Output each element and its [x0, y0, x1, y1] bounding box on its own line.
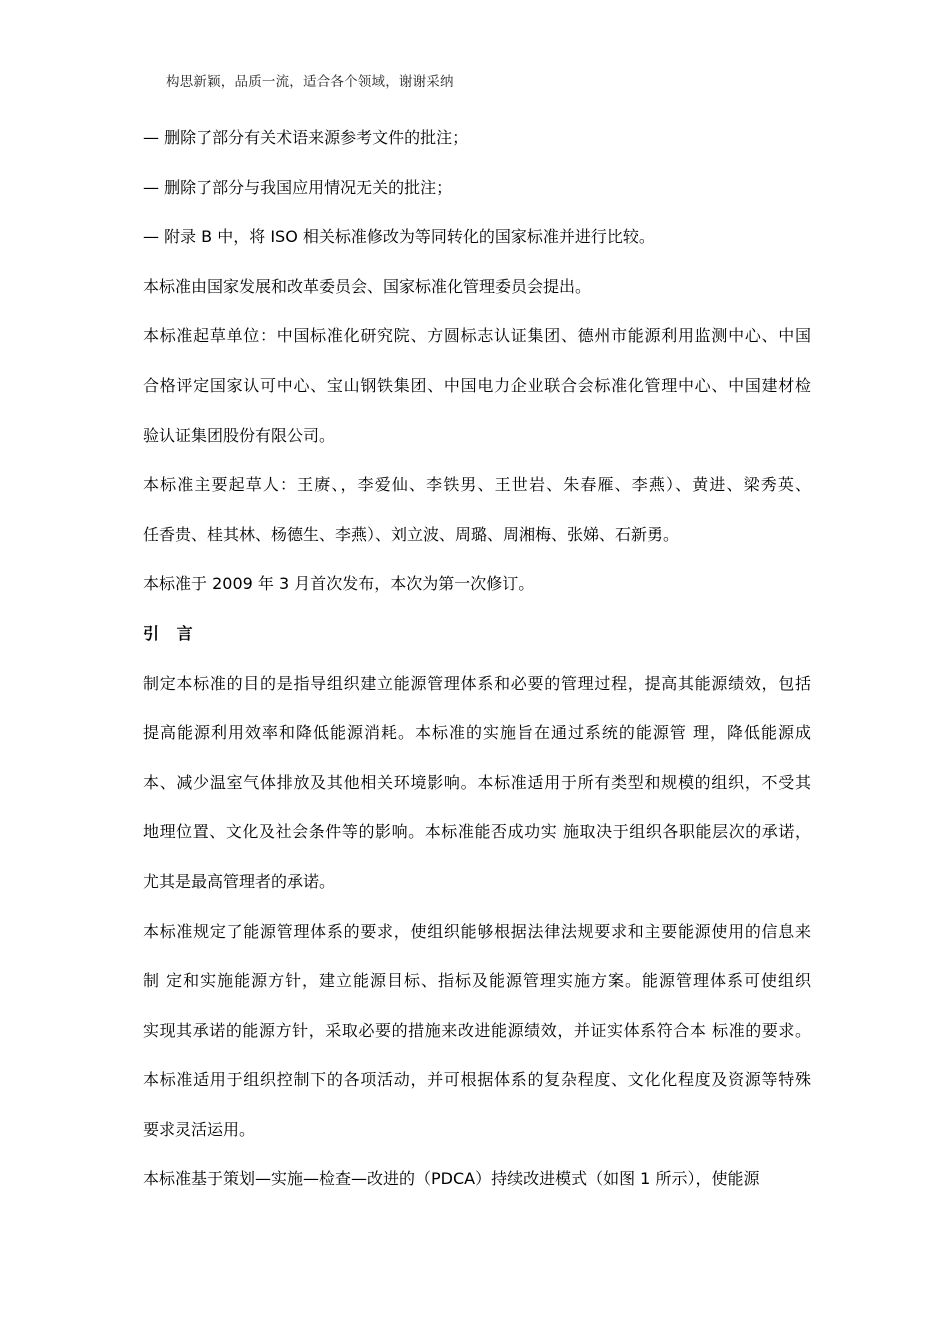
text-line: 合格评定国家认可中心、宝山钢铁集团、中国电力企业联合会标准化管理中心、中国建材检	[143, 375, 811, 395]
section-heading: 引 言	[143, 623, 199, 643]
text-line: 本、减少温室气体排放及其他相关环境影响。本标准适用于所有类型和规模的组织，不受其	[143, 772, 811, 792]
text-line: 本标准适用于组织控制下的各项活动，并可根据体系的复杂程度、文化化程度及资源等特殊	[143, 1070, 811, 1090]
document-body	[143, 122, 811, 1213]
text-line: 提高能源利用效率和降低能源消耗。本标准的实施旨在通过系统的能源管 理，降低能源成	[143, 723, 811, 743]
text-line: 本标准于 2009 年 3 月首次发布，本次为第一次修订。	[143, 574, 535, 594]
text-line: 本标准起草单位：中国标准化研究院、方圆标志认证集团、德州市能源利用监测中心、中国	[143, 326, 811, 346]
text-line: 制 定和实施能源方针，建立能源目标、指标及能源管理实施方案。能源管理体系可使组织	[143, 971, 811, 991]
text-line: — 附录 B 中，将 ISO 相关标准修改为等同转化的国家标准并进行比较。	[143, 227, 655, 247]
text-line: 本标准由国家发展和改革委员会、国家标准化管理委员会提出。	[143, 276, 592, 296]
text-line: 实现其承诺的能源方针，采取必要的措施来改进能源绩效，并证实体系符合本 标准的要求。	[143, 1020, 811, 1040]
text-line: 地理位置、文化及社会条件等的影响。本标准能否成功实 施取决于组织各职能层次的承诺，	[143, 822, 811, 842]
text-line: 本标准基于策划—实施—检查—改进的（PDCA）持续改进模式（如图 1 所示），使能源	[143, 1169, 760, 1189]
text-line: — 删除了部分与我国应用情况无关的批注；	[143, 177, 453, 197]
text-line: — 删除了部分有关术语来源参考文件的批注；	[143, 128, 469, 147]
text-line: 本标准规定了能源管理体系的要求，使组织能够根据法律法规要求和主要能源使用的信息来	[143, 921, 811, 941]
text-line: 验认证集团股份有限公司。	[143, 425, 336, 445]
header-note: 构思新颖，品质一流，适合各个领域，谢谢采纳	[166, 74, 454, 90]
text-line: 任香贵、桂其林、杨德生、李燕）、刘立波、周璐、周湘梅、张娣、石新勇。	[143, 524, 680, 544]
text-line: 要求灵活运用。	[143, 1119, 256, 1139]
text-line: 本标准主要起草人：王赓、，李爱仙、李铁男、王世岩、朱春雁、李燕）、黄进、梁秀英、	[143, 475, 811, 495]
text-line: 制定本标准的目的是指导组织建立能源管理体系和必要的管理过程，提高其能源绩效，包括	[143, 673, 811, 693]
text-line: 尤其是最高管理者的承诺。	[143, 871, 336, 891]
